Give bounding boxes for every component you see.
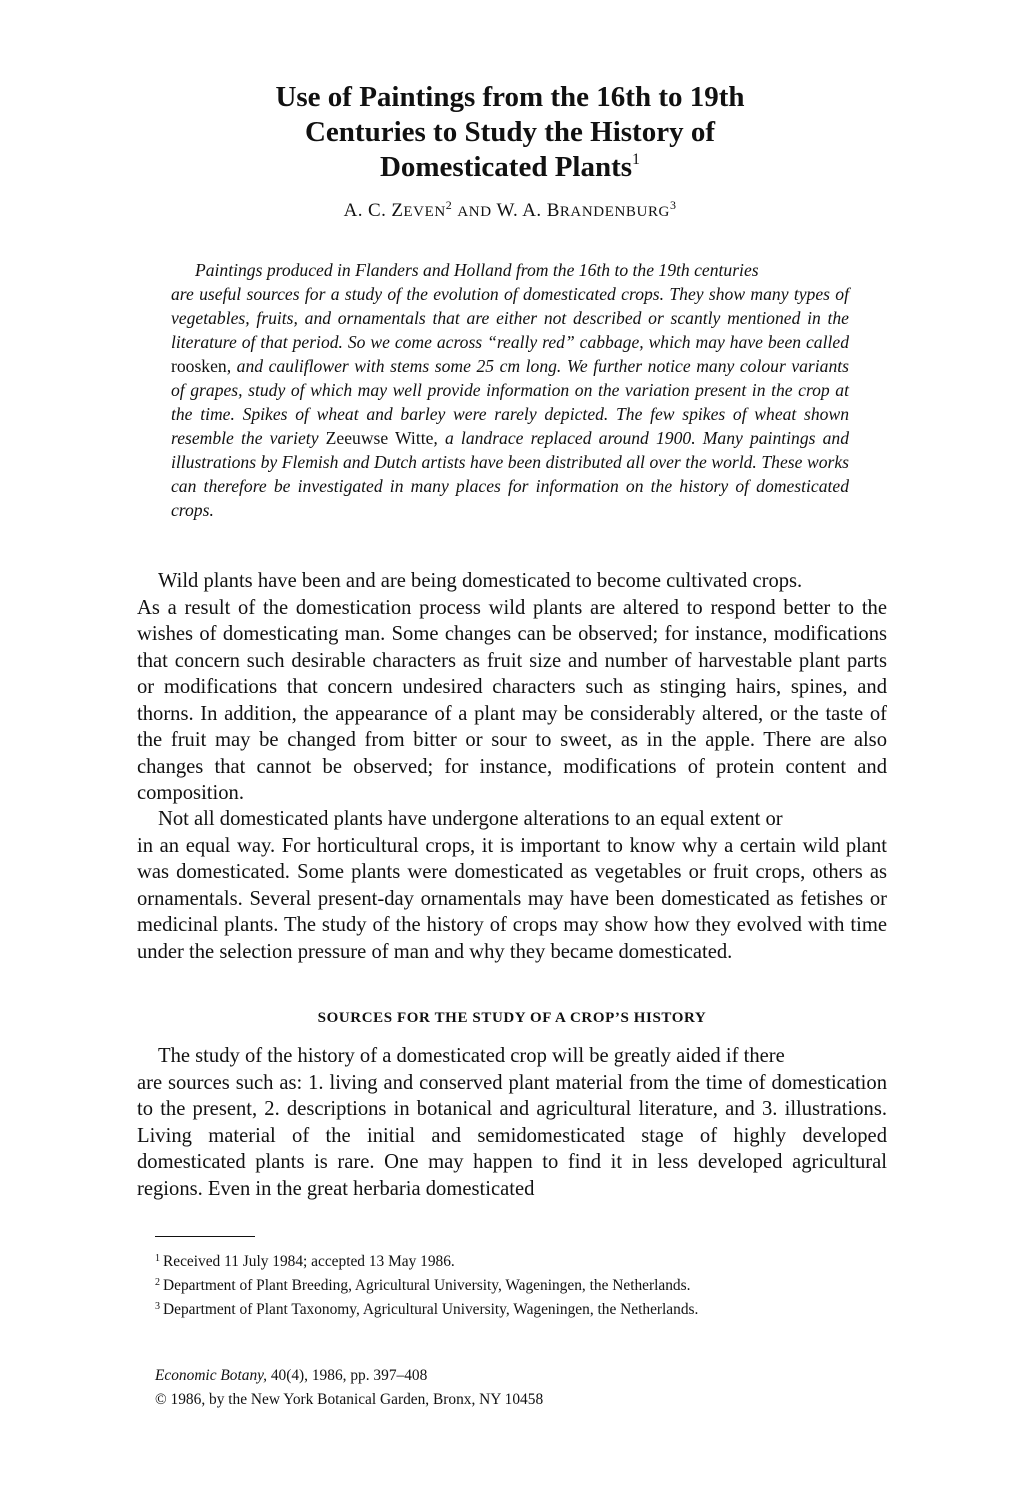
abstract-text-3: , a landrace replaced around 1900. Many paintings and illustrations by Flemish and Dutch artists have been distributed all over the world. These works can therefore be investigated in many places for information on the history of domesticated crops. [171,428,850,520]
paragraph-3-first-line: The study of the history of a domesticated crop will be greatly aided if there [158,1045,785,1067]
author-2 [496,200,676,221]
title-line-3-text: Domesticated Plants [379,151,633,183]
footnote-text: Received 11 July 1984; accepted 13 May 1986. [163,1253,455,1270]
footnote-text: Department of Plant Breeding, Agricultural University, Wageningen, the Netherlands. [163,1277,691,1294]
footnote-text: Department of Plant Taxonomy, Agricultural University, Wageningen, the Netherlands. [163,1301,699,1318]
footnote [155,1274,875,1298]
paragraph-1-text: As a result of the domestication process wild plants are altered to respond better to the wishes of domesticating man. Some changes can be observed; for instance, modifications that concern such desirable characters as fruit size and number of harvestable plant parts or modifications that concern undesired characters such as stinging hairs, spines, and thorns. In addition, the appearance of a plant may be considerably altered, or the taste of the fruit may be changed from bitter or sour to sweet, as in the apple. There are also changes that cannot be observed; for instance, modifications of protein content and composition. [137,596,887,804]
paragraph-3-text: are sources such as: 1. living and conserved plant material from the time of domestication to the present, 2. descriptions in botanical and agricultural literature, and 3. illustrations. Living material of the initial and semidomesticated stage of highly developed domesticated plants is rare. One may happen to find it in less developed agricultural regions. Even in the great herbaria domesticated [137,1071,887,1200]
title-line-3 [200,150,820,185]
author-1-mark: 2 [445,198,453,212]
citation-details: 40(4), 1986, pp. 397–408 [266,1367,428,1384]
author-1 [344,200,453,221]
abstract-term-zeeuwse-witte: Zeeuwse Witte [325,428,434,448]
author-2-surname: RANDENBURG [559,204,670,220]
body-paragraph-3 [137,1043,887,1202]
journal-name: Economic Botany, [155,1367,267,1384]
author-1-initials: A. C. Z [343,200,404,221]
body-paragraph-1 [137,568,887,807]
footnote-mark: 1 [155,1253,160,1264]
author-1-surname: EVEN [403,204,446,220]
footnote [155,1298,875,1322]
abstract-text-2: , and cauliflower with stems some 25 cm long. We further notice many colour variants of grapes, study of which may well provide information on the variation present in the crop at the time. Spikes of wheat and barley were rarely depicted. The few spikes of wheat shown resemble the variety [171,356,849,448]
author-conjunction: AND [457,204,492,220]
journal-citation [155,1364,875,1412]
footnote-divider [155,1236,255,1237]
footnotes [155,1250,875,1322]
footnote-mark: 2 [155,1277,160,1288]
title-line-1: Use of Paintings from the 16th to 19th [275,81,745,113]
author-2-mark: 3 [670,198,677,212]
abstract-term-roosken: roosken [171,356,227,376]
body-paragraph-2 [137,806,887,965]
title-line-2: Centuries to Study the History of [304,116,715,148]
abstract-first-line: Paintings produced in Flanders and Holland from the 16th to the 19th centuries [195,260,759,280]
paragraph-2-text: in an equal way. For horticultural crops, it is important to know why a certain wild plant was domesticated. Some plants were domesticated as vegetables or fruit crops, others as ornamentals. Several present-day ornamentals may have been domesticated as fetishes or medicinal plants. The study of the history of crops may show how they evolved with time under the selection pressure of man and why they became domesticated. [137,834,887,963]
paragraph-1-first-line: Wild plants have been and are being domesticated to become cultivated crops. [158,570,803,592]
abstract [171,258,849,522]
footnote-mark: 3 [155,1301,160,1312]
citation-line [155,1364,875,1388]
paragraph-2-first-line: Not all domesticated plants have undergone alterations to an equal extent or [158,808,783,830]
author-2-initials: W. A. B [496,200,560,221]
title-footnote-mark: 1 [632,151,641,168]
article-title [200,80,820,185]
abstract-text-1: are useful sources for a study of the evolution of domesticated crops. They show many types of vegetables, fruits, and ornamentals that are either not described or scantly mentioned in the literature of that period. So we come across “really red” cabbage, which may have been called [171,284,849,352]
section-heading: SOURCES FOR THE STUDY OF A CROP’S HISTORY [317,1010,707,1026]
author-line [200,200,820,222]
copyright-line: © 1986, by the New York Botanical Garden, Bronx, NY 10458 [155,1391,544,1408]
footnote [155,1250,875,1274]
